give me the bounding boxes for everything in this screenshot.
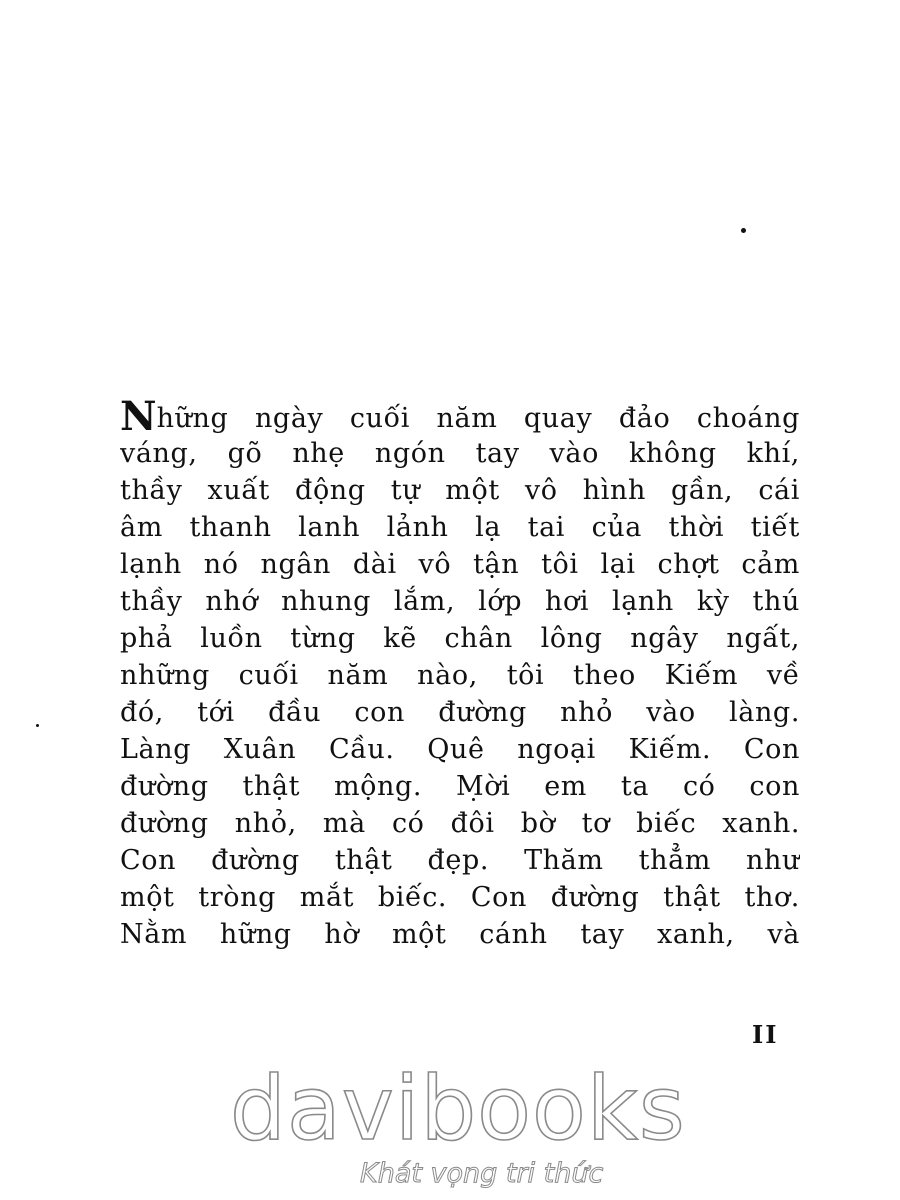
text-line: một tròng mắt biếc. Con đường thật thơ. <box>120 882 800 913</box>
text-line: đường thật mộng. Mời em ta có con <box>120 771 800 802</box>
text-line: phả luồn từng kẽ chân lông ngây ngất, <box>120 623 800 654</box>
text-line: đó, tới đầu con đường nhỏ vào làng. <box>120 697 800 728</box>
text-line: những cuối năm nào, tôi theo Kiếm về <box>120 660 800 691</box>
text-line: lạnh nó ngân dài vô tận tôi lại chợt cảm <box>120 549 800 580</box>
text-line: đường nhỏ, mà có đôi bờ tơ biếc xanh. <box>120 808 800 839</box>
page-number: II <box>752 1020 779 1049</box>
text-line: thầy nhớ nhung lắm, lớp hơi lạnh kỳ thú <box>120 586 800 617</box>
ink-speck <box>741 228 746 233</box>
text-line: Nằm hững hờ một cánh tay xanh, và <box>120 919 800 950</box>
watermark-tagline: Khát vọng tri thức <box>360 1158 604 1189</box>
ink-speck <box>36 724 39 727</box>
text-line: Con đường thật đẹp. Thăm thẳm như <box>120 845 800 876</box>
text-line: âm thanh lanh lảnh lạ tai của thời tiết <box>120 512 800 543</box>
watermark-logo: davibooks <box>230 1057 686 1160</box>
drop-cap: N <box>120 398 157 435</box>
text-line: Làng Xuân Cầu. Quê ngoại Kiếm. Con <box>120 734 800 765</box>
text-line: váng, gõ nhẹ ngón tay vào không khí, <box>120 438 800 469</box>
text-line: thầy xuất động tự một vô hình gần, cái <box>120 475 800 506</box>
body-paragraph <box>120 398 800 953</box>
text-line: Những ngày cuối năm quay đảo choáng <box>120 398 800 435</box>
